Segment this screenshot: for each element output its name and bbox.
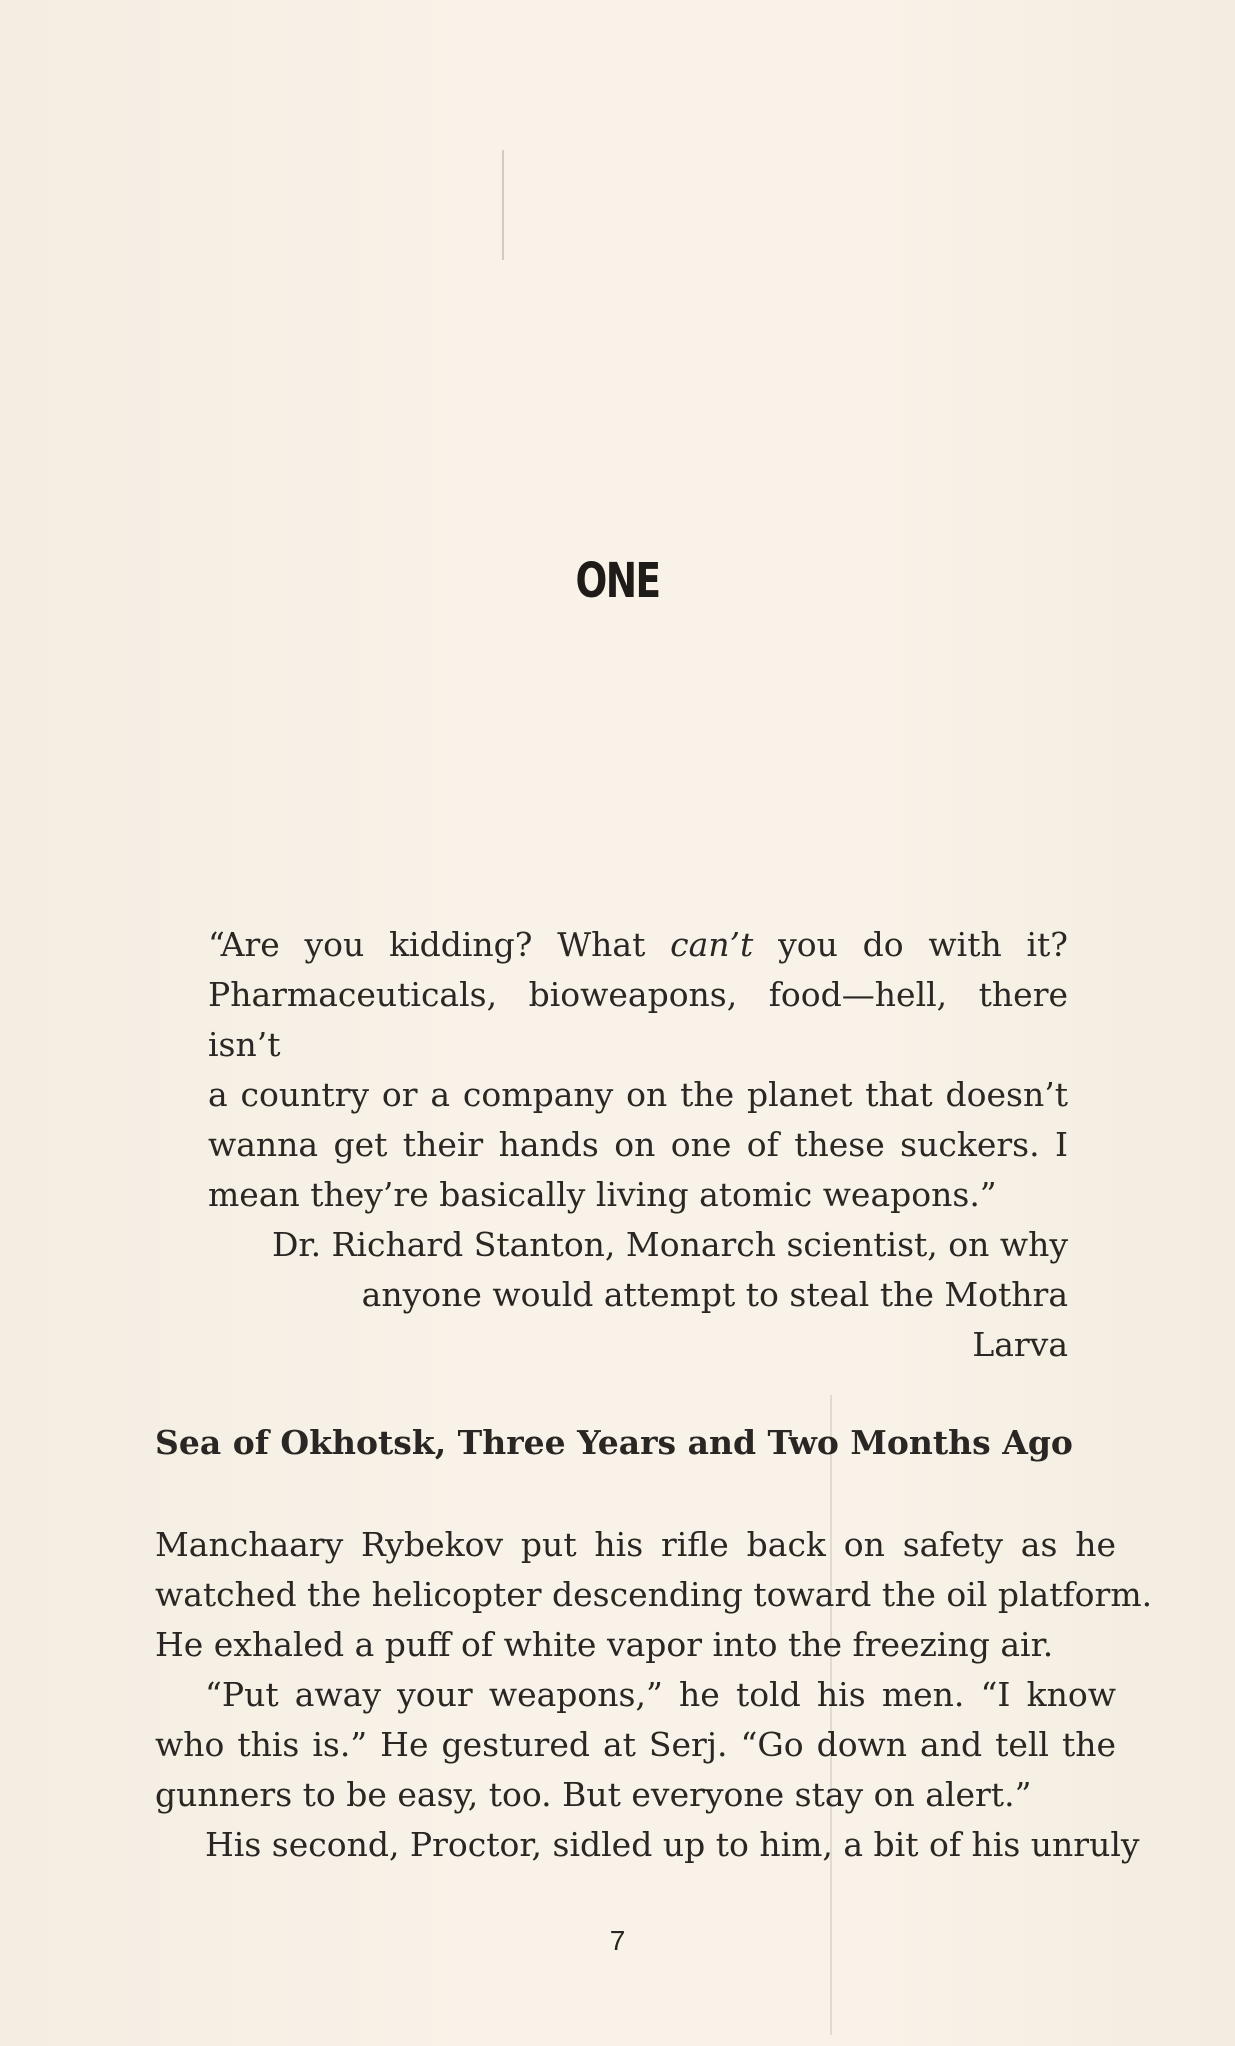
epigraph-quote [208,920,1068,1220]
epigraph-text: “Are you kidding? What [208,925,671,964]
body-line: who this is.” He gestured at Serj. “Go down and tell the [155,1725,1116,1764]
epigraph-line-1 [208,920,1068,970]
body-line: Manchaary Rybekov put his rifle back on safety as he [155,1525,1116,1564]
body-text [155,1520,1153,1870]
body-line: gunners to be easy, too. But everyone stay on alert.” [155,1775,1032,1814]
epigraph-emphasis: can’t [670,925,754,964]
attribution-line-1: Dr. Richard Stanton, Monarch scientist, on why [271,1225,1068,1264]
chapter-title: ONE [575,553,660,609]
page-number: 7 [609,1925,626,1956]
epigraph-line-4: wanna get their hands on one of these suckers. I [208,1125,1068,1164]
epigraph-line-5: mean they’re basically living atomic weapons.” [208,1175,997,1214]
section-heading: Sea of Okhotsk, Three Years and Two Months Ago [155,1423,1073,1462]
epigraph-text: you do with it? [753,925,1068,964]
body-line: His second, Proctor, sidled up to him, a bit of his unruly [205,1825,1140,1864]
attribution-line-2: anyone would attempt to steal the Mothra Larva [361,1275,1068,1364]
page-crease-top [502,150,504,260]
epigraph-line-2: Pharmaceuticals, bioweapons, food—hell, there isn’t [208,975,1068,1064]
epigraph-line-3: a country or a company on the planet that doesn’t [208,1075,1068,1114]
body-line: He exhaled a puff of white vapor into the freezing air. [155,1625,1054,1664]
epigraph-attribution [262,1220,1068,1370]
body-line: “Put away your weapons,” he told his men. “I know [205,1675,1116,1714]
body-line: watched the helicopter descending toward the oil platform. [155,1575,1153,1614]
